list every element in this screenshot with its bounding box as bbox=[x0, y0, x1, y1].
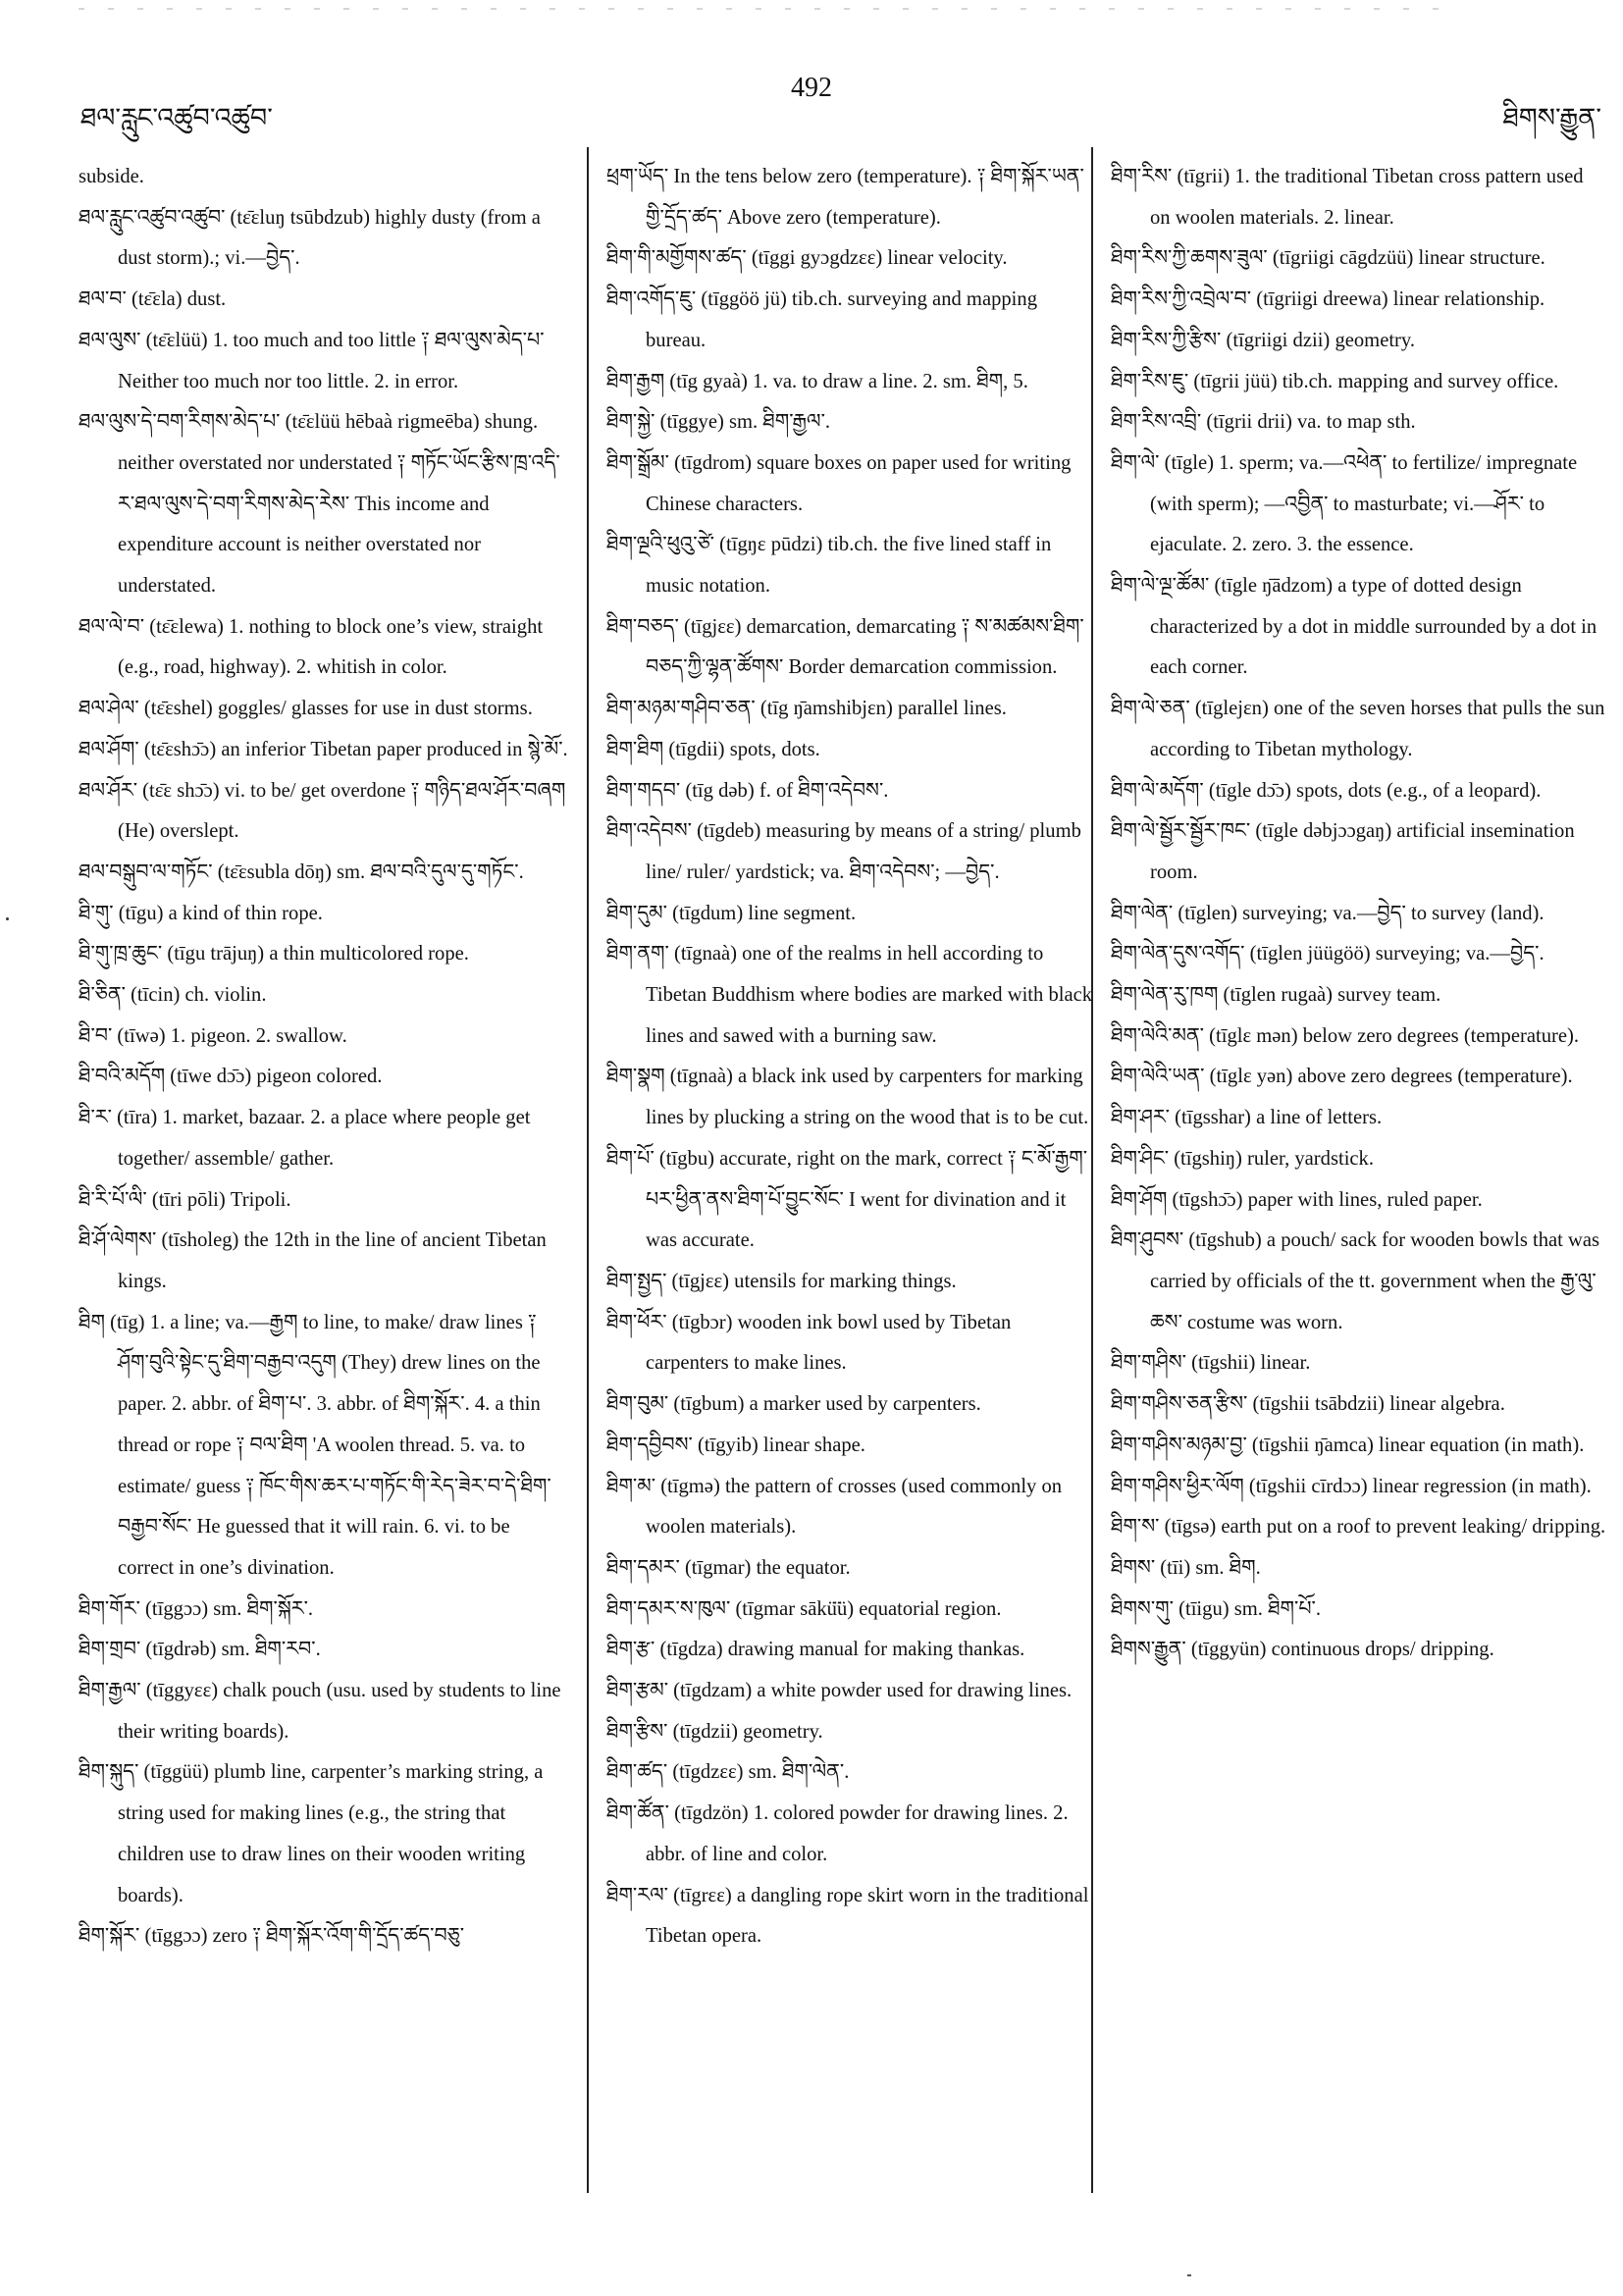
dictionary-entry: ཐིག་བཅད་ (tīgjɛɛ) demarcation, demarcating ༑ ས་མཚམས་ཐིག་བཅད་ཀྱི་ལྷན་ཚོགས་ Border demarcation commission. bbox=[606, 615, 1084, 679]
dictionary-entry: ཐིག་གཤིས་ཕྱིར་ལོག (tīgshii cīrdɔɔ) linear regression (in math). bbox=[1111, 1475, 1592, 1497]
dictionary-entry: ཐིགས་གུ་ (tīigu) sm. ཐིག་པོ་. bbox=[1111, 1597, 1322, 1620]
scan-artifact bbox=[79, 8, 1452, 10]
dictionary-entry: ཐིག་གདབ་ (tīg dəb) f. of ཐིག་འདེབས་. bbox=[606, 779, 889, 802]
dictionary-entry: ཐིག་འདེབས་ (tīgdeb) measuring by means of a string/ plumb line/ ruler/ yardstick; va. ཐིག་འདེབས་; —བྱེད་. bbox=[606, 820, 1081, 883]
dictionary-entry: ཐིགས་ (tīi) sm. ཐིག. bbox=[1111, 1556, 1261, 1579]
dictionary-entry: ཐིག་སྐོར་ (tīggɔɔ) zero ༑ ཐིག་སྐོར་འོག་གི་དྲོད་ཚད་བཅུ་ bbox=[79, 1925, 465, 1948]
dictionary-entry: ཐིག་རིས་འབྲི་ (tīgrii drii) va. to map sth. bbox=[1111, 411, 1416, 434]
dictionary-entry: ཐིག་ས་ (tīgsə) earth put on a roof to prevent leaking/ dripping. bbox=[1111, 1516, 1606, 1539]
dictionary-entry: ཐིག་གཤིས་མཉམ་བྱ་ (tīgshii ŋ̄amca) linear equation (in math). bbox=[1111, 1434, 1585, 1456]
dictionary-column-1 bbox=[79, 157, 569, 1957]
scan-dot bbox=[6, 917, 9, 920]
dictionary-entry: ཐིག་སྒྲོམ་ (tīgdrom) square boxes on paper used for writing Chinese characters. bbox=[606, 451, 1072, 515]
page-number: 492 bbox=[791, 73, 832, 103]
dictionary-entry: ཐིག་ཤིང་ (tīgshiŋ) ruler, yardstick. bbox=[1111, 1147, 1374, 1170]
dictionary-entry: ཐལ་རླུང་འཚུབ་འཚུབ་ (tɛ̄ɛluŋ tsūbdzub) highly dusty (from a dust storm).; vi.—བྱེད་. bbox=[79, 206, 541, 270]
dictionary-entry: ཐིག་ལེ་མདོག་ (tīgle dɔ̄ɔ) spots, dots (e.g., of a leopard). bbox=[1111, 779, 1542, 802]
dictionary-entry: ཐིག (tīg) 1. a line; va.—རྒྱག to line, to make/ draw lines ༑ ཤོག་བུའི་སྟེང་དུ་ཐིག་བརྒྱབ་འདུག (They) drew lines on the paper. 2. abbr. of ཐིག་པ་. 3. abbr. of ཐིག་སྐོར་. 4. a thin thread or rope ༑ བལ་ཐིག 'A woolen thread. 5. va. to estimate/ guess ༑ ཁོང་གིས་ཆར་པ་གཏོང་གི་རེད་ཟེར་བ་དེ་ཐིག་བརྒྱབ་སོང་ He guessed that it will rain. 6. vi. to be correct in one’s divination. bbox=[79, 1311, 551, 1579]
dictionary-entry: ཐིག་རིས་ཀྱི་འབྲེལ་བ་ (tīgriigi dreewa) linear relationship. bbox=[1111, 288, 1545, 311]
dictionary-entry: ཐལ་ལུས་དེ་བག་རིགས་མེད་པ་ (tɛ̄ɛlüü hēbaà rigmeēba) shung. neither overstated nor understated ༑ གཏོང་ཡོང་རྩིས་ཁྲ་འདི་ར་ཐལ་ལུས་དེ་བག་རིགས་མེད་རེས་ This income and expenditure account is neither overstated nor understated. bbox=[79, 411, 560, 598]
dictionary-entry: ཐིག་དམར་ས་ཁུལ་ (tīgmar sākü̈ü) equatorial region. bbox=[606, 1597, 1002, 1620]
dictionary-entry: ཐིག་སྤྱད་ (tīgjɛɛ) utensils for marking things. bbox=[606, 1270, 957, 1292]
dictionary-column-2 bbox=[606, 157, 1097, 1957]
dictionary-entry: ཐིག་གཤིས་ཅན་རྩིས་ (tīgshii tsābdzii) linear algebra. bbox=[1111, 1393, 1505, 1416]
dictionary-entry: ཐིག་སྣག (tīgnaà) a black ink used by carpenters for marking lines by plucking a string on the wood that is to be cut. bbox=[606, 1066, 1089, 1129]
dictionary-entry: ཐིག་རིས་ (tīgrii) 1. the traditional Tibetan cross pattern used on woolen materials. 2. linear. bbox=[1111, 166, 1584, 229]
dictionary-entry: ཐིག་རྒྱག (tīg gyaà) 1. va. to draw a line. 2. sm. ཐིག, 5. bbox=[606, 370, 1028, 392]
dictionary-entry: ཐིག་རྩ་ (tīgdza) drawing manual for making thankas. bbox=[606, 1639, 1025, 1661]
dictionary-entry: ཐི་ཅིན་ (tīcin) ch. violin. bbox=[79, 984, 267, 1007]
dictionary-entry: ཐིག་ཕོར་ (tīgbɔr) wooden ink bowl used by Tibetan carpenters to make lines. bbox=[606, 1311, 1012, 1375]
dictionary-entry: ཐིག་ལེ་སྦྱོར་སྦྱོར་ཁང་ (tīgle dəbjɔɔgaŋ) artificial insemination room. bbox=[1111, 820, 1575, 883]
page-header bbox=[0, 69, 1623, 133]
dictionary-entry: ཐི་ཤོ་ལེགས་ (tīsholeg) the 12th in the line of ancient Tibetan kings. bbox=[79, 1229, 547, 1292]
dictionary-entry: ཐིག་དབྱིབས་ (tīgyib) linear shape. bbox=[606, 1434, 865, 1456]
dictionary-entry: subside. bbox=[79, 166, 144, 187]
dictionary-entry: ཐིག་ལེན་དུས་འགོད་ (tīglen jüügöö) surveying; va.—བྱེད་. bbox=[1111, 943, 1544, 965]
dictionary-entry: ཐིག་ཚད་ (tīgdzɛɛ) sm. ཐིག་ལེན་. bbox=[606, 1761, 850, 1784]
dictionary-entry: ཐི་ར་ (tīra) 1. market, bazaar. 2. a place where people get together/ assemble/ gather. bbox=[79, 1107, 531, 1170]
dictionary-column-3 bbox=[1111, 157, 1606, 1671]
dictionary-entry: ཐལ་ལེ་བ་ (tɛ̄ɛlewa) 1. nothing to block one’s view, straight (e.g., road, highway). 2. whitish in color. bbox=[79, 615, 544, 679]
dictionary-entry: ཐི་གུ་ (tīgu) a kind of thin rope. bbox=[79, 902, 323, 924]
dictionary-entry: ཐིག་རྩིས་ (tīgdzii) geometry. bbox=[606, 1720, 823, 1743]
dictionary-entry: ཐིག་རལ་ (tīgrɛɛ) a dangling rope skirt worn in the traditional Tibetan opera. bbox=[606, 1884, 1089, 1948]
dictionary-entry: ཐིག་རིས་ཇུ་ (tīgrii jüü) tib.ch. mapping and survey office. bbox=[1111, 370, 1559, 392]
dictionary-entry: ཐི་གུ་ཁྲ་ཆུང་ (tīgu trājuŋ) a thin multicolored rope. bbox=[79, 943, 469, 965]
dictionary-entry: ཐིག་ལེའི་མན་ (tīglɛ mən) below zero degrees (temperature). bbox=[1111, 1024, 1580, 1047]
dictionary-entry: ཐིག་ལེ་ལྔ་ཚོམ་ (tīgle ŋ̄ādzom) a type of dotted design characterized by a dot in middle surrounded by a dot in each corner. bbox=[1111, 575, 1597, 679]
column-divider bbox=[587, 147, 589, 2193]
dictionary-entry: ཐིག་ཐིག (tīgdii) spots, dots. bbox=[606, 738, 820, 760]
dictionary-entry: ཐིག་ཤོག (tīgshɔ̄ɔ) paper with lines, ruled paper. bbox=[1111, 1188, 1483, 1211]
dictionary-entry: ཐལ་ལུས་ (tɛ̄ɛlüü) 1. too much and too little ༑ ཐལ་ལུས་མེད་པ་ Neither too much nor too little. 2. in error. bbox=[79, 329, 545, 392]
dictionary-entry: ཐི་རི་པོ་ལི་ (tīri pōli) Tripoli. bbox=[79, 1188, 291, 1211]
dictionary-entry: ཐིག་ཤུབས་ (tīgshub) a pouch/ sack for wooden bowls that was carried by officials of the tt. government when the རྒྱ་ལུ་ཆས་ costume was worn. bbox=[1111, 1229, 1600, 1333]
dictionary-entry: ཐིག་ལེན་རུ་ཁག (tīglen rugaà) survey team. bbox=[1111, 984, 1441, 1007]
dictionary-entry: ཐིག་གོར་ (tīggɔɔ) sm. ཐིག་སྐོར་. bbox=[79, 1597, 314, 1620]
dictionary-entry: ཐིག་ལེའི་ཡན་ (tīglɛ yən) above zero degrees (temperature). bbox=[1111, 1066, 1573, 1088]
dictionary-entry: ཐིག་གཤིས་ (tīgshii) linear. bbox=[1111, 1352, 1311, 1375]
dictionary-entry: ཐིག་ཤར་ (tīgsshar) a line of letters. bbox=[1111, 1107, 1383, 1129]
right-guide-word: ཐིགས་རྒྱུན་ bbox=[1502, 103, 1601, 133]
dictionary-entry: ཐིག་ལྔའི་ཕུའུ་ཙེ་ (tīgŋɛ pūdzi) tib.ch. the five lined staff in music notation. bbox=[606, 534, 1052, 598]
dictionary-entry: ཐལ་ཤོག་ (tɛ̄ɛshɔ̄ɔ) an inferior Tibetan paper produced in སྙེ་མོ་. bbox=[79, 738, 568, 760]
dictionary-entry: ཐིག་གི་མགྱོགས་ཚད་ (tīggi gyɔgdzɛɛ) linear velocity. bbox=[606, 247, 1008, 270]
scan-mark bbox=[1187, 2274, 1191, 2276]
dictionary-entry: ཐལ་ཤོར་ (tɛ̄ɛ shɔ̄ɔ) vi. to be/ get overdone ༑ གཉིད་ཐལ་ཤོར་བཞག (He) overslept. bbox=[79, 779, 566, 843]
dictionary-entry: ཐལ་བ་ (tɛ̄ɛla) dust. bbox=[79, 288, 227, 311]
dictionary-entry: ཐིག་མ་ (tīgmə) the pattern of crosses (used commonly on woolen materials). bbox=[606, 1475, 1063, 1539]
dictionary-entry: ཐིག་རྩམ་ (tīgdzam) a white powder used for drawing lines. bbox=[606, 1680, 1073, 1702]
dictionary-entry: ཐིག་མཉམ་གཤིབ་ཅན་ (tīg ŋ̄amshibjɛn) parallel lines. bbox=[606, 698, 1007, 720]
dictionary-entry: ཐིག་ཚོན་ (tīgdzön) 1. colored powder for drawing lines. 2. abbr. of line and color. bbox=[606, 1802, 1069, 1865]
dictionary-entry: ཐི་བའི་མདོག (tīwe dɔ̄ɔ) pigeon colored. bbox=[79, 1066, 383, 1088]
dictionary-entry: ཐིག་རིས་ཀྱི་ཆགས་ཟུལ་ (tīgriigi cāgdzüü) linear structure. bbox=[1111, 247, 1545, 270]
dictionary-entry: ཕྲག་ཡོད་ In the tens below zero (temperature). ༑ ཐིག་སྐོར་ཡན་གྱི་དྲོད་ཚད་ Above zero (temperature). bbox=[606, 166, 1084, 229]
dictionary-entry: ཐལ་ཤེལ་ (tɛ̄ɛshel) goggles/ glasses for use in dust storms. bbox=[79, 698, 533, 720]
dictionary-entry: ཐིག་གྲབ་ (tīgdrəb) sm. ཐིག་རབ་. bbox=[79, 1639, 321, 1661]
dictionary-entry: ཐིག་སྐྱེ་ (tīggye) sm. ཐིག་རྒྱལ་. bbox=[606, 411, 831, 434]
dictionary-entry: ཐིག་འགོད་ཇུ་ (tīggöö jü) tib.ch. surveying and mapping bureau. bbox=[606, 288, 1038, 351]
dictionary-entry: ཐིག་ལེ་ཅན་ (tīglejɛn) one of the seven horses that pulls the sun according to Tibetan mythology. bbox=[1111, 698, 1605, 760]
dictionary-entry: ཐིགས་རྒྱུན་ (tīggyün) continuous drops/ dripping. bbox=[1111, 1639, 1494, 1661]
dictionary-entry: ཐིག་རིས་ཀྱི་རྩིས་ (tīgriigi dzii) geometry. bbox=[1111, 329, 1416, 351]
left-guide-word: ཐལ་རླུང་འཚུབ་འཚུབ་ bbox=[80, 103, 273, 133]
dictionary-entry: ཐི་བ་ (tīwə) 1. pigeon. 2. swallow. bbox=[79, 1024, 347, 1047]
dictionary-entry: ཐིག་དུམ་ (tīgdum) line segment. bbox=[606, 902, 857, 924]
dictionary-entry: ཐིག་དམར་ (tīgmar) the equator. bbox=[606, 1556, 851, 1579]
dictionary-entry: ཐིག་ལེ་ (tīgle) 1. sperm; va.—འཕེན་ to fertilize/ impregnate (with sperm); —འབྱིན་ to masturbate; vi.—ཤོར་ to ejaculate. 2. zero. 3. the essence. bbox=[1111, 451, 1578, 556]
dictionary-entry: ཐིག་ལེན་ (tīglen) surveying; va.—བྱེད་ to survey (land). bbox=[1111, 902, 1544, 924]
dictionary-entry: ཐལ་བསྒུབ་ལ་གཏོང་ (tɛ̄ɛsubla dōŋ) sm. ཐལ་བའི་དུལ་དུ་གཏོང་. bbox=[79, 861, 524, 883]
dictionary-entry: ཐིག་ནག་ (tīgnaà) one of the realms in hell according to Tibetan Buddhism where bodies are marked with black lines and sawed with a burning saw. bbox=[606, 943, 1093, 1047]
dictionary-entry: ཐིག་རྒྱལ་ (tīggyɛɛ) chalk pouch (usu. used by students to line their writing boards). bbox=[79, 1680, 561, 1743]
dictionary-entry: ཐིག་བུམ་ (tīgbum) a marker used by carpenters. bbox=[606, 1393, 981, 1416]
dictionary-entry: ཐིག་སྐུད་ (tīggüü) plumb line, carpenter’s marking string, a string used for making lines (e.g., the string that children use to draw lines on their wooden writing boards). bbox=[79, 1761, 544, 1906]
dictionary-entry: ཐིག་པོ་ (tīgbu) accurate, right on the mark, correct ༑ ང་མོ་རྒྱག་པར་ཕྱིན་ནས་ཐིག་པོ་བྱུང་སོང་ I went for divination and it was accurate. bbox=[606, 1147, 1088, 1252]
